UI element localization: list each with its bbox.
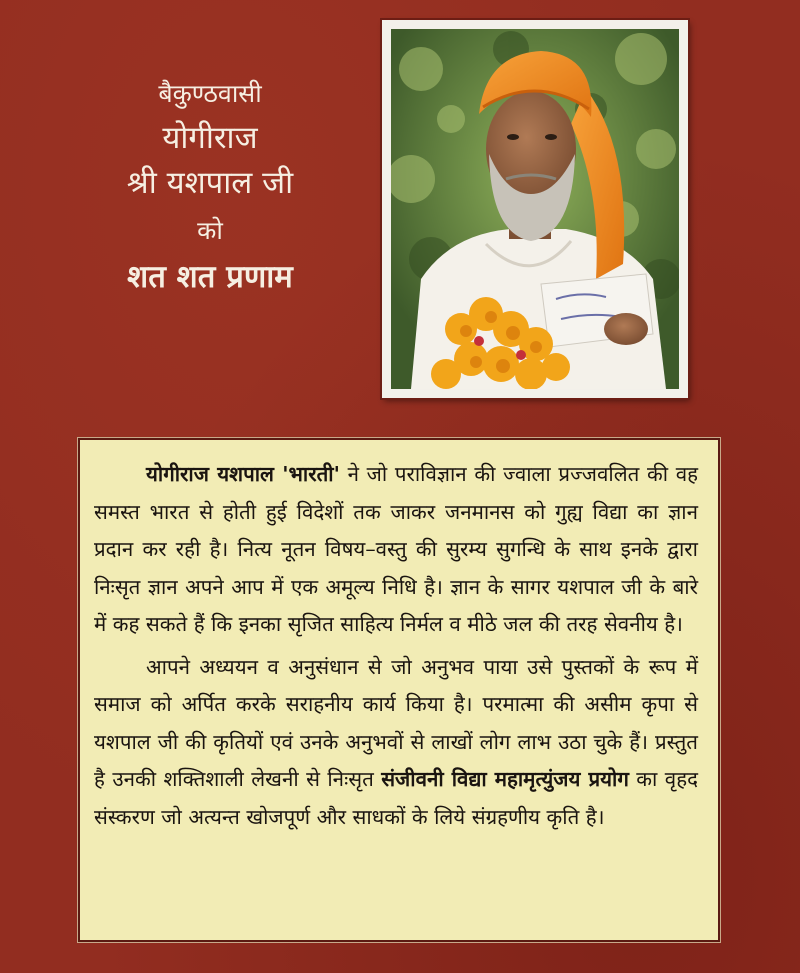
paragraph-2-text-b: का वृहद संस्करण जो अत्यन्त खोजपूर्ण और साधकों के लिये संग्रहणीय कृति है। bbox=[94, 767, 698, 829]
tribute-line-2: योगीराज bbox=[162, 120, 258, 157]
tribute-line-1: बैकुण्ठवासी bbox=[158, 79, 262, 108]
paragraph-1 bbox=[94, 456, 698, 644]
portrait-photo bbox=[391, 29, 679, 389]
paragraph-2-text-a: आपने अध्ययन व अनुसंधान से जो अनुभव पाया उसे पुस्तकों के रूप में समाज को अर्पित करके सराहनीय कार्य किया है। परमात्मा की असीम कृपा से यशपाल जी की कृतियों एवं उनके अनुभवों से लाखों लोग लाभ उठा चुके हैं। प्रस्तुत है उनकी शक्तिशाली लेखनी से निःसृत bbox=[94, 654, 698, 791]
tribute-line-3: श्री यशपाल जी bbox=[126, 165, 294, 201]
paragraph-2 bbox=[94, 649, 698, 837]
tribute-line-5: शत शत प्रणाम bbox=[127, 259, 293, 295]
author-name-bold: योगीराज यशपाल 'भारती' bbox=[146, 462, 340, 486]
portrait-frame bbox=[382, 20, 688, 398]
paragraph-1-text: ने जो पराविज्ञान की ज्वाला प्रज्जवलित की वह समस्त भारत से होती हुई विदेशों तक जाकर जनमानस को गुह्य विद्या का ज्ञान प्रदान कर रही है। नित्य नूतन विषय–वस्तु की सुरम्य सुगन्धि के साथ इनके द्वारा निःसृत ज्ञान अपने आप में एक अमूल्य निधि है। ज्ञान के सागर यशपाल जी के बारे में कह सकते हैं कि इनका सृजित साहित्य निर्मल व मीठे जल की तरह सेवनीय है। bbox=[94, 462, 698, 636]
tribute-heading bbox=[60, 78, 360, 297]
book-title-bold: संजीवनी विद्या महामृत्युंजय प्रयोग bbox=[381, 767, 629, 791]
tribute-line-4: को bbox=[197, 215, 223, 245]
description-panel bbox=[78, 438, 720, 942]
portrait-illustration bbox=[391, 29, 679, 389]
